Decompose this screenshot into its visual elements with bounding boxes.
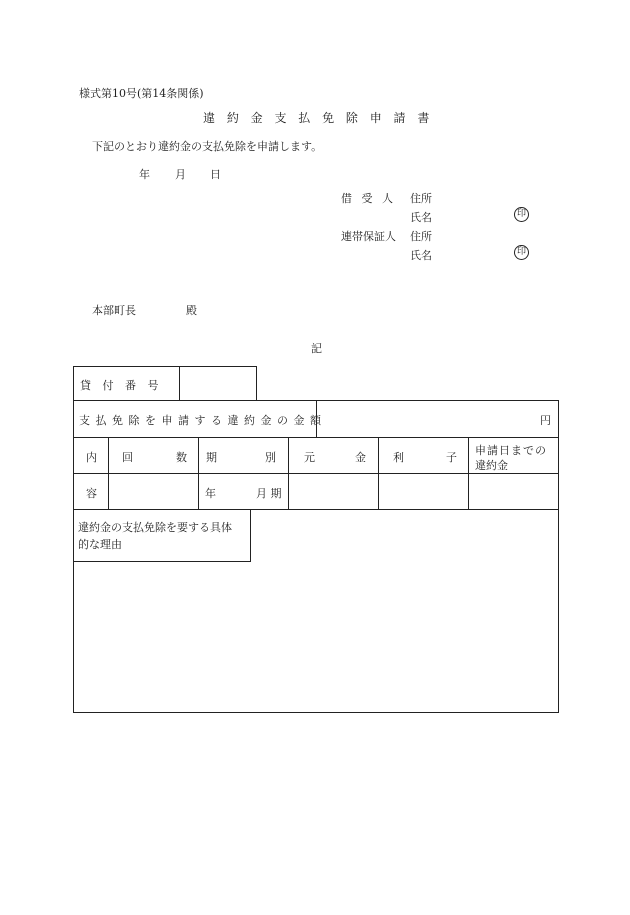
addressee-honorific: 殿 [186, 304, 197, 317]
row-divider [73, 437, 559, 438]
borrower-name-label: 氏名 [410, 211, 432, 224]
guarantor-seal: 印 [514, 245, 529, 260]
col-penalty-line1: 申請日までの [475, 444, 547, 457]
count-input[interactable] [109, 474, 197, 509]
loan-number-label-cell [73, 366, 180, 401]
amount-input[interactable] [316, 400, 559, 438]
col-count-1: 回 [122, 451, 133, 464]
col-count-2: 数 [176, 451, 187, 464]
content-label-2: 容 [86, 487, 97, 500]
reason-label-cell [73, 509, 251, 562]
col-interest-2: 子 [446, 451, 457, 464]
ki-heading: 記 [311, 342, 322, 355]
col-period-1: 期 [206, 451, 217, 464]
col-period-2: 別 [265, 451, 276, 464]
guarantor-label: 連帯保証人 [341, 230, 396, 243]
col-penalty-line2: 違約金 [475, 459, 508, 472]
yen-unit: 円 [540, 414, 551, 427]
col-interest-1: 利 [393, 451, 404, 464]
date-year: 年 [139, 168, 150, 181]
principal-input[interactable] [289, 474, 377, 509]
amount-label: 支 払 免 除 を 申 請 す る 違 約 金 の 金 額 [79, 414, 322, 427]
col-divider [198, 437, 199, 510]
loan-number-label: 貸 付 番 号 [80, 379, 163, 392]
penalty-input[interactable] [469, 474, 558, 509]
intro-text: 下記のとおり違約金の支払免除を申請します。 [92, 140, 323, 153]
borrower-label: 借 受 人 [341, 192, 396, 205]
borrower-address-label: 住所 [410, 192, 432, 205]
period-year: 年 [205, 487, 216, 500]
reason-input[interactable] [74, 562, 558, 712]
form-number: 様式第10号(第14条関係) [79, 87, 204, 100]
document-title: 違 約 金 支 払 免 除 申 請 書 [203, 111, 434, 125]
interest-input[interactable] [379, 474, 467, 509]
borrower-seal: 印 [514, 207, 529, 222]
date-day: 日 [210, 168, 221, 181]
reason-line2: 的な理由 [78, 538, 122, 551]
period-month: 月 期 [256, 487, 282, 500]
col-principal-2: 金 [355, 451, 366, 464]
date-month: 月 [175, 168, 186, 181]
col-principal-1: 元 [304, 451, 315, 464]
addressee-name: 本部町長 [92, 304, 136, 317]
guarantor-address-label: 住所 [410, 230, 432, 243]
loan-number-input[interactable] [179, 366, 257, 401]
reason-line1: 違約金の支払免除を要する具体 [78, 521, 232, 534]
content-label-1: 内 [86, 451, 97, 464]
guarantor-name-label: 氏名 [410, 249, 432, 262]
amount-label-cell [73, 400, 322, 438]
